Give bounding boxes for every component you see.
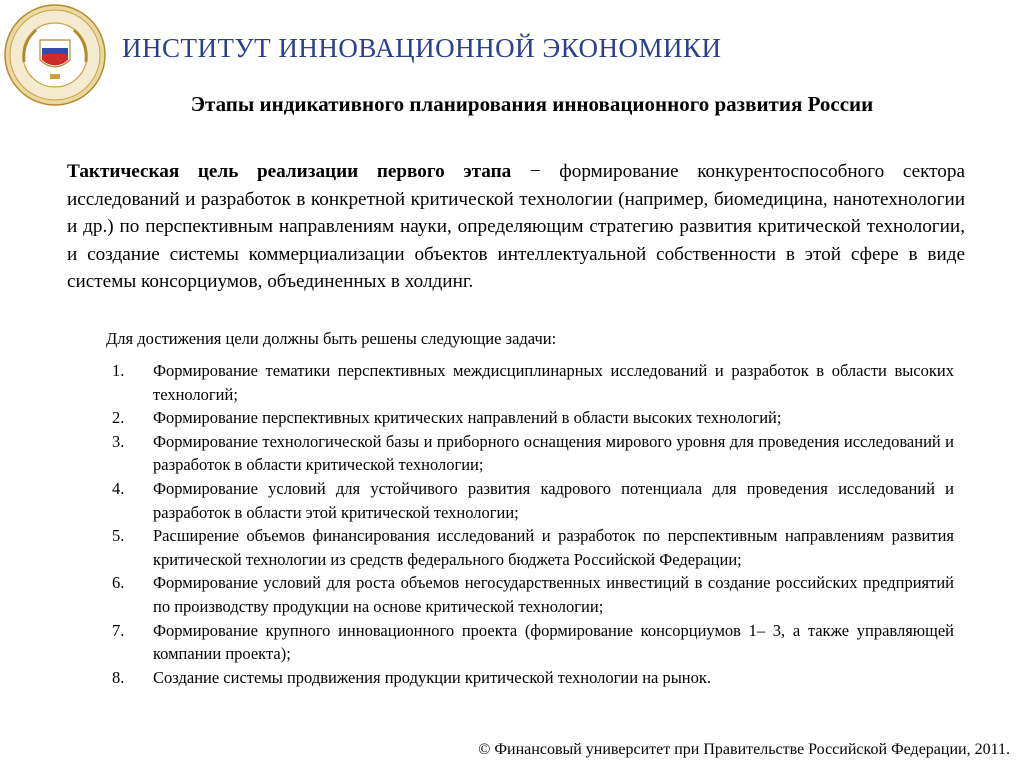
slide-title: Этапы индикативного планирования инновационного развития России xyxy=(190,92,874,116)
institute-title: ИНСТИТУТ ИННОВАЦИОННОЙ ЭКОНОМИКИ xyxy=(122,33,722,63)
university-emblem-icon xyxy=(4,4,106,106)
list-item-number: 4. xyxy=(112,478,125,498)
intro-paragraph xyxy=(67,158,965,296)
list-item xyxy=(112,524,954,571)
list-item xyxy=(112,477,954,524)
list-item-number: 7. xyxy=(112,620,125,640)
list-item-text: Создание системы продвижения продукции критической технологии на рынок. xyxy=(153,667,712,687)
list-item xyxy=(112,430,954,477)
list-item xyxy=(112,666,954,690)
intro-text: − формирование конкурентоспособного сектора исследований и разработок в конкретной критической технологии (например, биомедицина, нанотехнологии и др.) по перспективным направлениям науки, определяющим стратегию развития критической технологии, и создание системы коммерциализации объектов интеллектуальной собственности в этой сфере в виде системы консорциумов, объединенных в холдинг. xyxy=(67,161,965,292)
list-item xyxy=(112,619,954,666)
list-item-text: Формирование крупного инновационного проекта (формирование консорциумов 1– 3, а также управляющей компании проекта); xyxy=(153,620,954,664)
list-item-number: 3. xyxy=(112,431,125,451)
list-item-text: Формирование технологической базы и приборного оснащения мирового уровня для проведения исследований и разработок в области критической технологии; xyxy=(153,431,954,475)
list-item-number: 1. xyxy=(112,361,125,380)
list-item-number: 8. xyxy=(112,667,125,687)
tasks-list xyxy=(112,359,954,689)
list-item-text: Формирование условий для роста объемов негосударственных инвестиций в создание российских предприятий по производству продукции на основе критической технологии; xyxy=(153,573,954,616)
list-item xyxy=(112,571,954,618)
list-item-number: 5. xyxy=(112,526,125,546)
list-item-number: 2. xyxy=(112,408,125,428)
list-item-text: Формирование тематики перспективных междисциплинарных исследований и разработок в области высоких технологий; xyxy=(153,361,954,404)
copyright-footer: © Финансовый университет при Правительстве Российской Федерации, 2011. xyxy=(478,741,1010,758)
list-item xyxy=(112,406,954,430)
intro-lead: Тактическая цель реализации первого этапа xyxy=(67,161,512,182)
list-item xyxy=(112,359,954,406)
list-item-text: Расширение объемов финансирования исследований и разработок по перспективным направлениям развития критической технологии из средств федерального бюджета Российской Федерации; xyxy=(153,526,954,569)
tasks-intro: Для достижения цели должны быть решены следующие задачи: xyxy=(106,329,557,348)
list-item-number: 6. xyxy=(112,573,125,593)
list-item-text: Формирование перспективных критических направлений в области высоких технологий; xyxy=(153,408,782,428)
list-item-text: Формирование условий для устойчивого развития кадрового потенциала для проведения исследований и разработок в области этой критической технологии; xyxy=(153,478,954,522)
